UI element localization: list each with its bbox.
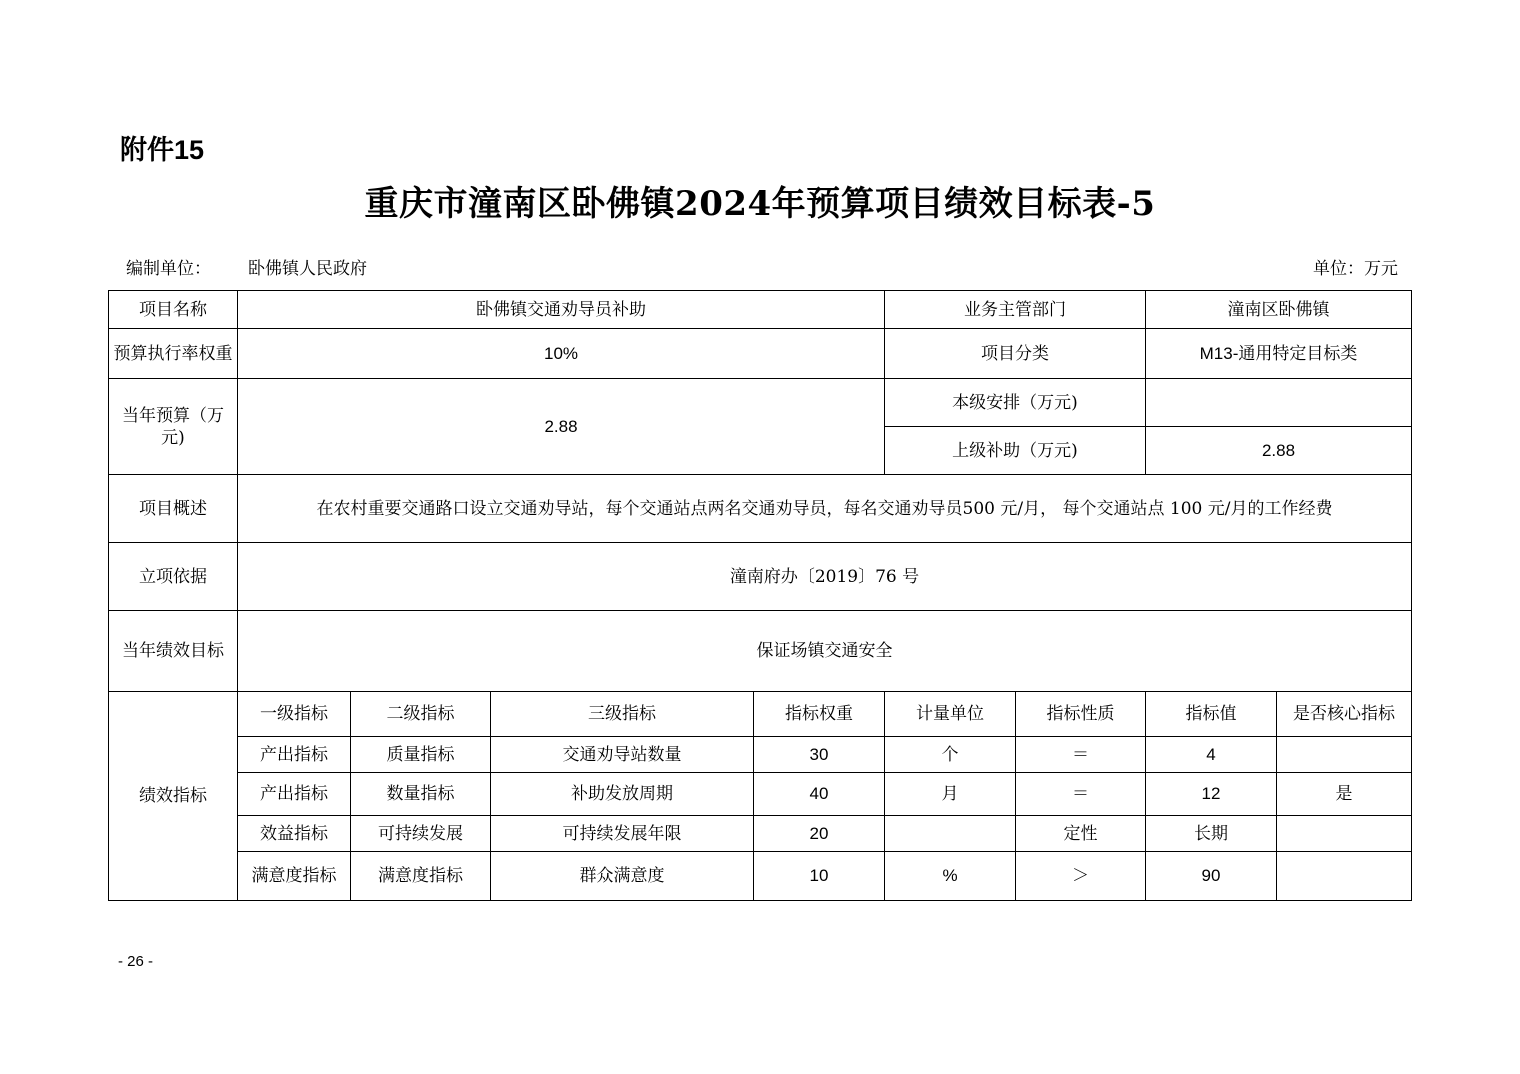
project-name-value: 卧佛镇交通劝导员补助 bbox=[238, 291, 885, 329]
header-cell: 计量单位 bbox=[885, 692, 1016, 737]
table-row bbox=[109, 329, 1412, 379]
table-row bbox=[109, 379, 1412, 427]
header-cell: 指标值 bbox=[1146, 692, 1277, 737]
indicators-label: 绩效指标 bbox=[109, 692, 238, 901]
indicator-header-row bbox=[109, 692, 1412, 737]
unit-text: 单位：万元 bbox=[1313, 259, 1398, 279]
level2-cell: 数量指标 bbox=[351, 773, 491, 816]
table-row bbox=[109, 611, 1412, 692]
core-cell bbox=[1277, 737, 1412, 773]
nature-cell: 定性 bbox=[1016, 816, 1146, 852]
page-number: - 26 - bbox=[118, 953, 154, 970]
unit-cell bbox=[885, 816, 1016, 852]
nature-cell: ＞ bbox=[1016, 852, 1146, 901]
indicator-row bbox=[109, 852, 1412, 901]
goal-value: 保证场镇交通安全 bbox=[238, 611, 1412, 692]
level3-cell: 补助发放周期 bbox=[491, 773, 754, 816]
unit-cell: 个 bbox=[885, 737, 1016, 773]
exec-rate-value: 10% bbox=[238, 329, 885, 379]
document-title: 重庆市潼南区卧佛镇2024年预算项目绩效目标表-5 bbox=[364, 184, 1156, 224]
weight-cell: 40 bbox=[754, 773, 885, 816]
attachment-label: 附件15 bbox=[120, 135, 205, 165]
category-value: M13-通用特定目标类 bbox=[1146, 329, 1412, 379]
local-label: 本级安排（万元) bbox=[885, 379, 1146, 427]
indicator-row bbox=[109, 773, 1412, 816]
dept-value: 潼南区卧佛镇 bbox=[1146, 291, 1412, 329]
table-row bbox=[109, 543, 1412, 611]
value-cell: 4 bbox=[1146, 737, 1277, 773]
value-cell: 长期 bbox=[1146, 816, 1277, 852]
budget-value: 2.88 bbox=[238, 379, 885, 475]
performance-table bbox=[108, 290, 1412, 901]
level3-cell: 群众满意度 bbox=[491, 852, 754, 901]
core-cell bbox=[1277, 852, 1412, 901]
level1-cell: 满意度指标 bbox=[238, 852, 351, 901]
upper-value: 2.88 bbox=[1146, 427, 1412, 475]
upper-label: 上级补助（万元) bbox=[885, 427, 1146, 475]
category-label: 项目分类 bbox=[885, 329, 1146, 379]
basis-value: 潼南府办〔2019〕76 号 bbox=[238, 543, 1412, 611]
budget-label: 当年预算（万元) bbox=[109, 379, 238, 475]
core-cell bbox=[1277, 816, 1412, 852]
header-cell: 二级指标 bbox=[351, 692, 491, 737]
dept-label: 业务主管部门 bbox=[885, 291, 1146, 329]
level1-cell: 产出指标 bbox=[238, 773, 351, 816]
basis-label: 立项依据 bbox=[109, 543, 238, 611]
core-cell: 是 bbox=[1277, 773, 1412, 816]
level2-cell: 可持续发展 bbox=[351, 816, 491, 852]
exec-rate-label: 预算执行率权重 bbox=[109, 329, 238, 379]
level1-cell: 产出指标 bbox=[238, 737, 351, 773]
level3-cell: 可持续发展年限 bbox=[491, 816, 754, 852]
header-cell: 指标性质 bbox=[1016, 692, 1146, 737]
level1-cell: 效益指标 bbox=[238, 816, 351, 852]
table-row bbox=[109, 291, 1412, 329]
unit-cell: % bbox=[885, 852, 1016, 901]
header-cell: 是否核心指标 bbox=[1277, 692, 1412, 737]
header-cell: 一级指标 bbox=[238, 692, 351, 737]
header-cell: 指标权重 bbox=[754, 692, 885, 737]
indicator-row bbox=[109, 737, 1412, 773]
value-cell: 12 bbox=[1146, 773, 1277, 816]
overview-label: 项目概述 bbox=[109, 475, 238, 543]
project-name-label: 项目名称 bbox=[109, 291, 238, 329]
goal-label: 当年绩效目标 bbox=[109, 611, 238, 692]
local-value bbox=[1146, 379, 1412, 427]
weight-cell: 10 bbox=[754, 852, 885, 901]
unit-cell: 月 bbox=[885, 773, 1016, 816]
level3-cell: 交通劝导站数量 bbox=[491, 737, 754, 773]
nature-cell: ＝ bbox=[1016, 773, 1146, 816]
weight-cell: 30 bbox=[754, 737, 885, 773]
value-cell: 90 bbox=[1146, 852, 1277, 901]
level2-cell: 质量指标 bbox=[351, 737, 491, 773]
indicator-row bbox=[109, 816, 1412, 852]
weight-cell: 20 bbox=[754, 816, 885, 852]
table-row bbox=[109, 475, 1412, 543]
level2-cell: 满意度指标 bbox=[351, 852, 491, 901]
nature-cell: ＝ bbox=[1016, 737, 1146, 773]
compiler-label: 编制单位： bbox=[126, 259, 211, 279]
overview-value: 在农村重要交通路口设立交通劝导站，每个交通站点两名交通劝导员，每名交通劝导员500 元/月， 每个交通站点 100 元/月的工作经费 bbox=[238, 475, 1412, 543]
compiler-value: 卧佛镇人民政府 bbox=[248, 259, 367, 279]
header-cell: 三级指标 bbox=[491, 692, 754, 737]
